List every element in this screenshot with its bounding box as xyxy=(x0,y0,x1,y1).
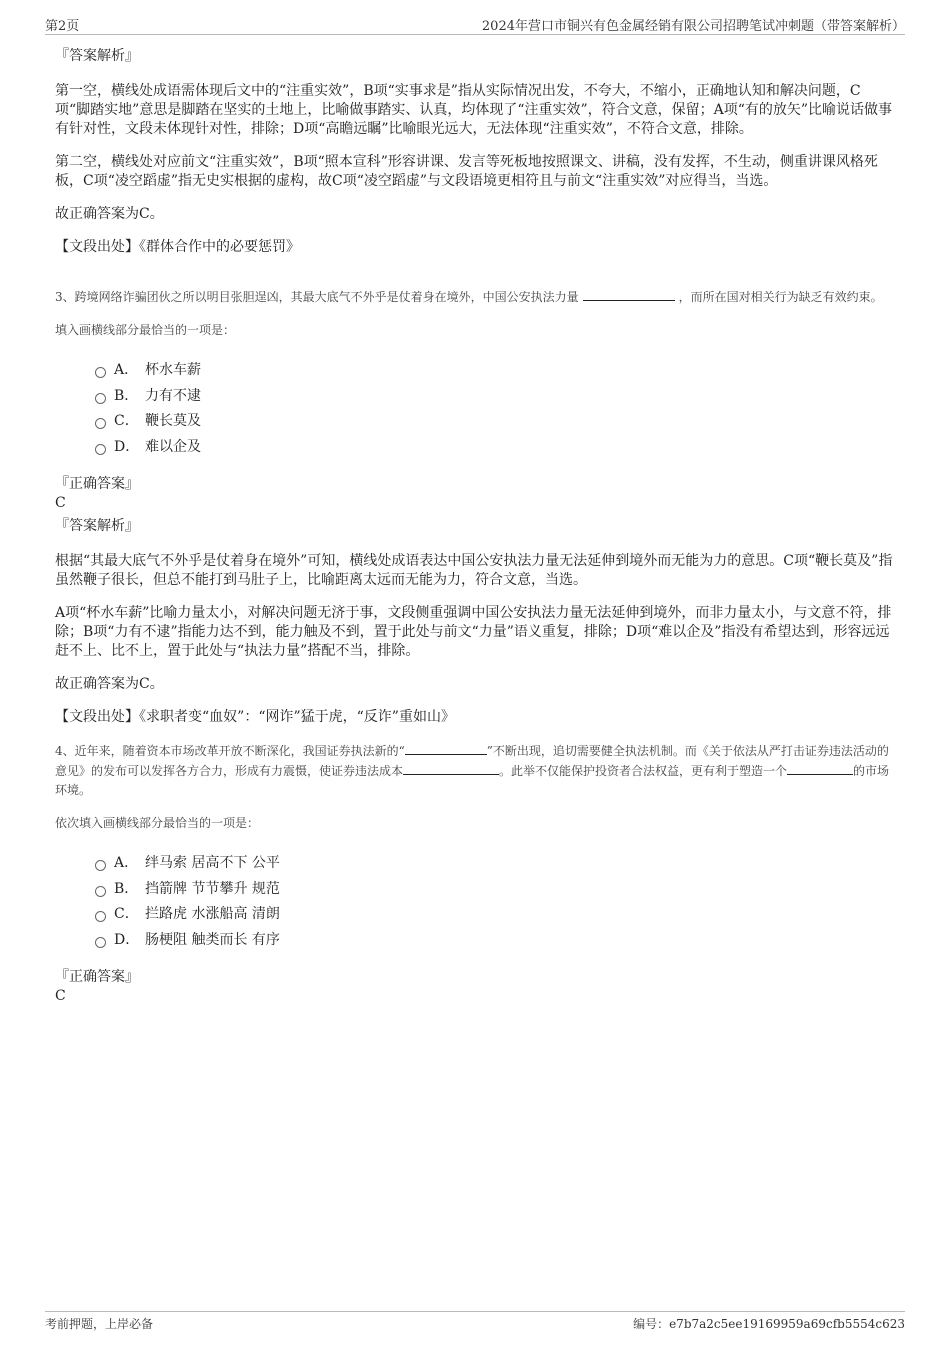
option-c[interactable] xyxy=(95,411,895,437)
document-title: 2024年营口市铜兴有色金属经销有限公司招聘笔试冲刺题（带答案解析） xyxy=(481,19,905,34)
option-letter: D． xyxy=(114,931,140,948)
option-letter: B． xyxy=(114,880,139,897)
option-text: 肠梗阻 触类而长 有序 xyxy=(145,931,280,948)
option-list xyxy=(95,360,895,462)
analysis-tag: 『答案解析』 xyxy=(55,48,139,64)
question-instruction: 依次填入画横线部分最恰当的一项是： xyxy=(55,816,260,830)
page-header xyxy=(45,14,905,35)
option-letter: B． xyxy=(114,387,139,404)
radio-icon[interactable] xyxy=(95,444,106,455)
option-d[interactable] xyxy=(95,930,895,956)
option-letter: A． xyxy=(114,855,139,871)
analysis-paragraph: 第一空，横线处成语需体现后文中的“注重实效”，B项“实事求是”指从实际情况出发，不夸大，不缩小，正确地认知和解决问题，C项“脚踏实地”意思是脚踏在坚实的土地上，比喻做事踏实、认真，均体现了“注重实效”，符合文意，保留；A项“有的放矢”比喻说话做事有针对性，文段未体现针对性，排除；D项“高瞻远瞩”比喻眼光远大，无法体现“注重实效”，不符合文意，排除。 xyxy=(55,83,893,137)
analysis-paragraph: 根据“其最大底气不外乎是仗着身在境外”可知，横线处成语表达中国公安执法力量无法延伸到境外而无能为力的意思。C项“鞭长莫及”指虽然鞭子很长，但总不能打到马肚子上，比喻距离太远而无能为力，符合文意，当选。 xyxy=(55,553,893,588)
source-citation: 【文段出处】《求职者变“血奴”：“网诈”猛于虎，“反诈”重如山》 xyxy=(55,709,455,725)
option-text: 拦路虎 水涨船高 清朗 xyxy=(145,906,280,922)
question-instruction: 填入画横线部分最恰当的一项是： xyxy=(55,323,236,337)
correct-answer: C xyxy=(55,988,66,1004)
option-a[interactable] xyxy=(95,360,895,386)
option-c[interactable] xyxy=(95,904,895,930)
question-stem: 3、跨境网络诈骗团伙之所以明目张胆逞凶，其最大底气不外乎是仗着身在境外，中国公安执法力量 ，而所在国对相关行为缺乏有效约束。 xyxy=(55,287,895,307)
option-text: 绊马索 居高不下 公平 xyxy=(145,855,280,871)
option-letter: C． xyxy=(114,906,139,922)
correct-answer-tag: 『正确答案』 xyxy=(55,476,139,492)
option-letter: D． xyxy=(114,438,140,455)
option-text: 难以企及 xyxy=(145,438,201,455)
footer-slogan: 考前押题，上岸必备 xyxy=(45,1317,154,1331)
option-d[interactable] xyxy=(95,437,895,463)
radio-icon[interactable] xyxy=(95,367,106,378)
document-id: 编号：e7b7a2c5ee19169959a69cfb5554c623 xyxy=(633,1317,905,1331)
correct-answer-tag: 『正确答案』 xyxy=(55,969,139,985)
answer-conclusion: 故正确答案为C。 xyxy=(55,676,164,692)
analysis-paragraph: A项“杯水车薪”比喻力量太小，对解决问题无济于事，文段侧重强调中国公安执法力量无法延伸到境外，而非力量太小，与文意不符，排除；B项“力有不逮”指能力达不到，能力触及不到，置于此处与前文“力量”语义重复，排除；D项“难以企及”指没有希望达到，形容远远赶不上、比不上，置于此处与“执法力量”搭配不当，排除。 xyxy=(55,605,892,659)
radio-icon[interactable] xyxy=(95,886,106,897)
option-text: 挡箭牌 节节攀升 规范 xyxy=(145,880,280,897)
option-a[interactable] xyxy=(95,853,895,879)
option-text: 力有不逮 xyxy=(145,387,201,404)
question-stem: 4、近年来，随着资本市场改革开放不断深化，我国证券执法新的“ ”不断出现，追切需要健全执法机制。而《关于依法从严打击证券违法活动的意见》的发布可以发挥各方合力，形成有力震慑，使证券违法成本 。此举不仅能保护投资者合法权益，更有利于塑造一个 的市场环境。 xyxy=(55,741,895,800)
source-citation: 【文段出处】《群体合作中的必要惩罚》 xyxy=(55,239,300,255)
radio-icon[interactable] xyxy=(95,418,106,429)
fill-blank xyxy=(403,761,499,775)
analysis-paragraph: 第二空，横线处对应前文“注重实效”，B项“照本宣科”形容讲课、发言等死板地按照课文、讲稿，没有发挥，不生动，侧重讲课风格死板，C项“凌空蹈虚”指无史实根据的虚构，故C项“凌空蹈虚”与文段语境更相符且与前文“注重实效”对应得当，当选。 xyxy=(55,154,878,189)
fill-blank xyxy=(583,287,675,301)
option-text: 鞭长莫及 xyxy=(145,413,201,429)
radio-icon[interactable] xyxy=(95,911,106,922)
page-number: 第2页 xyxy=(45,19,80,34)
option-list xyxy=(95,853,895,955)
main-content xyxy=(55,46,895,1009)
option-letter: A． xyxy=(114,362,139,378)
correct-answer: C xyxy=(55,495,66,511)
radio-icon[interactable] xyxy=(95,393,106,404)
page-footer xyxy=(45,1311,905,1334)
radio-icon[interactable] xyxy=(95,937,106,948)
fill-blank xyxy=(787,761,853,775)
option-b[interactable] xyxy=(95,879,895,905)
option-letter: C． xyxy=(114,413,139,429)
option-b[interactable] xyxy=(95,386,895,412)
analysis-tag: 『答案解析』 xyxy=(55,518,139,534)
radio-icon[interactable] xyxy=(95,860,106,871)
fill-blank xyxy=(405,741,487,755)
option-text: 杯水车薪 xyxy=(145,362,201,378)
answer-conclusion: 故正确答案为C。 xyxy=(55,206,164,222)
